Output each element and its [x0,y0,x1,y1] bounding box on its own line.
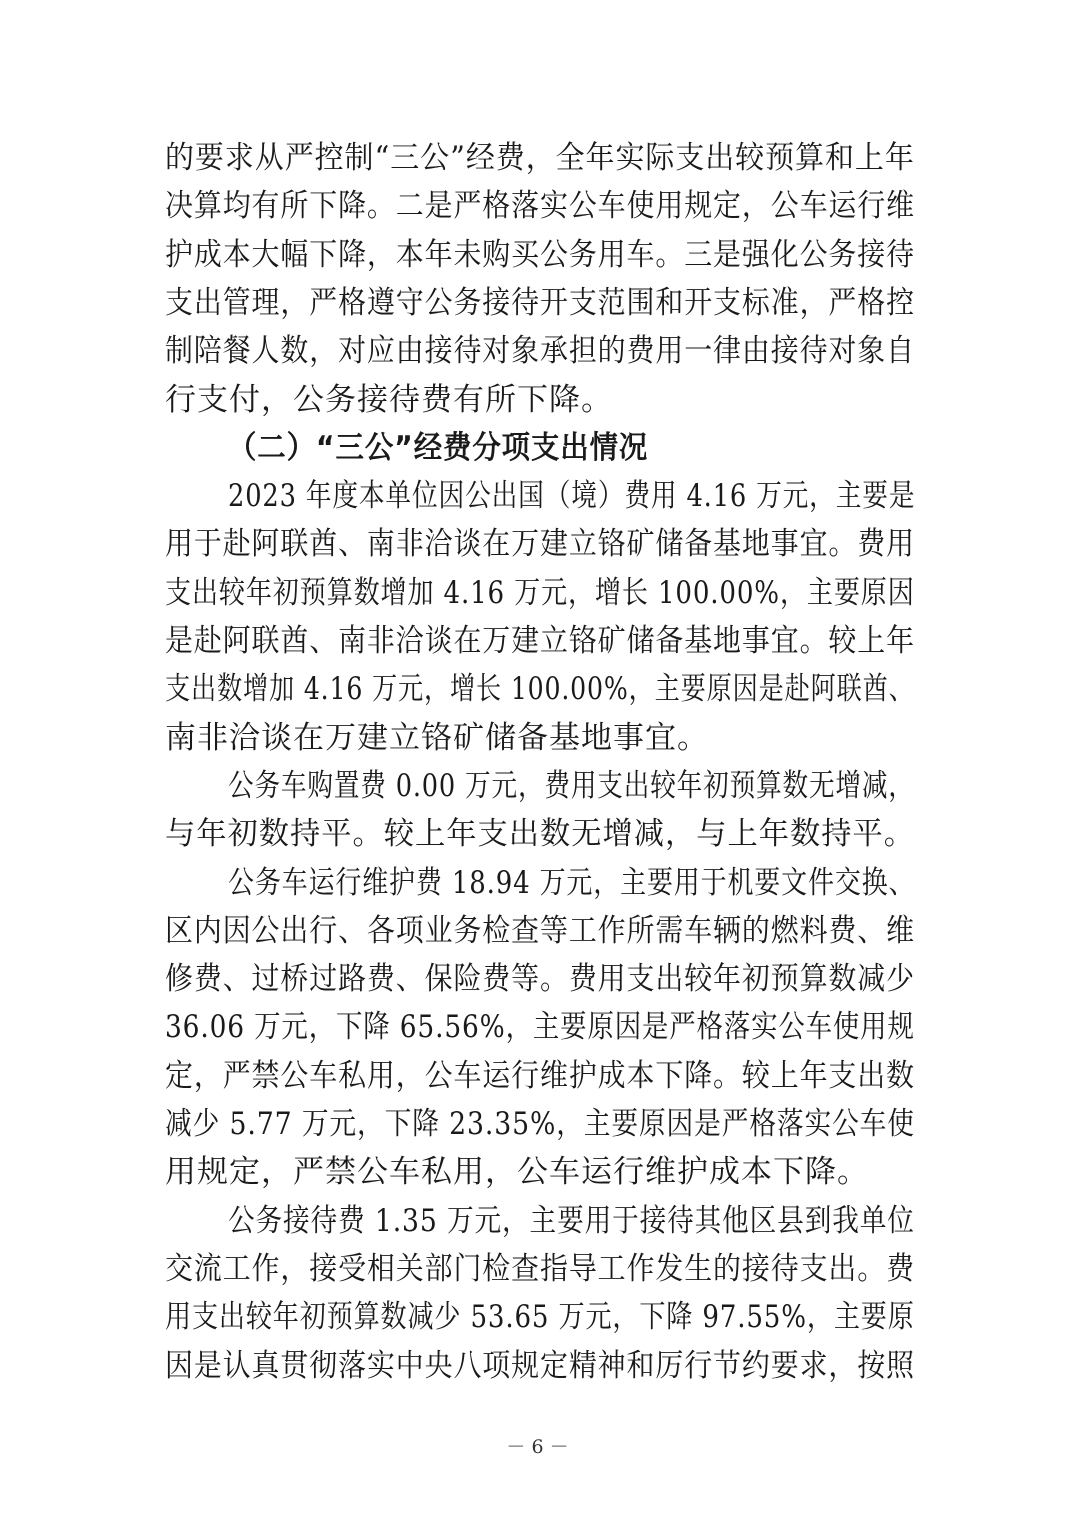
paragraph-line: 修费、过桥过路费、保险费等。费用支出较年初预算数减少 [165,961,915,997]
paragraph-line: 是赴阿联酋、南非洽谈在万建立铬矿储备基地事宜。较上年 [165,623,915,659]
paragraph-line: 公务接待费 1.35 万元，主要用于接待其他区县到我单位 [228,1203,915,1239]
paragraph-line: 支出较年初预算数增加 4.16 万元，增长 100.00%，主要原因 [165,575,915,611]
paragraph-line: 用于赴阿联酋、南非洽谈在万建立铬矿储备基地事宜。费用 [165,526,915,562]
paragraph-line: 公务车购置费 0.00 万元，费用支出较年初预算数无增减， [228,768,915,804]
paragraph-line: 公务车运行维护费 18.94 万元，主要用于机要文件交换、 [228,865,916,901]
paragraph-line: 交流工作，接受相关部门检查指导工作发生的接待支出。费 [165,1251,915,1287]
paragraph-line: 支出管理，严格遵守公务接待开支范围和开支标准，严格控 [165,285,915,321]
section-heading: （二）“三公”经费分项支出情况 [228,430,649,466]
paragraph-line: 减少 5.77 万元，下降 23.35%，主要原因是严格落实公车使 [165,1106,915,1142]
paragraph-line: 36.06 万元，下降 65.56%，主要原因是严格落实公车使用规 [165,1009,915,1045]
page-number: － 6 － [506,1436,569,1458]
paragraph-line: 行支付，公务接待费有所下降。 [165,382,613,418]
paragraph-line: 与年初数持平。较上年支出数无增减，与上年数持平。 [165,816,916,852]
paragraph-line: 区内因公出行、各项业务检查等工作所需车辆的燃料费、维 [165,913,915,949]
paragraph-line: 定，严禁公车私用，公车运行维护成本下降。较上年支出数 [165,1058,915,1094]
paragraph-line: 2023 年度本单位因公出国（境）费用 4.16 万元，主要是 [228,478,916,514]
paragraph-line: 用支出较年初预算数减少 53.65 万元，下降 97.55%，主要原 [165,1299,915,1335]
paragraph-line: 决算均有所下降。二是严格落实公车使用规定，公车运行维 [165,188,915,224]
paragraph-line: 因是认真贯彻落实中央八项规定精神和厉行节约要求，按照 [165,1348,915,1384]
paragraph-line: 支出数增加 4.16 万元，增长 100.00%，主要原因是赴阿联酋、 [165,671,915,707]
paragraph-line: 南非洽谈在万建立铬矿储备基地事宜。 [165,720,709,756]
paragraph-line: 的要求从严控制“三公”经费，全年实际支出较预算和上年 [165,140,915,176]
paragraph-line: 护成本大幅下降，本年未购买公务用车。三是强化公务接待 [165,237,915,273]
paragraph-line: 制陪餐人数，对应由接待对象承担的费用一律由接待对象自 [165,333,915,369]
paragraph-line: 用规定，严禁公车私用，公车运行维护成本下降。 [165,1154,869,1190]
